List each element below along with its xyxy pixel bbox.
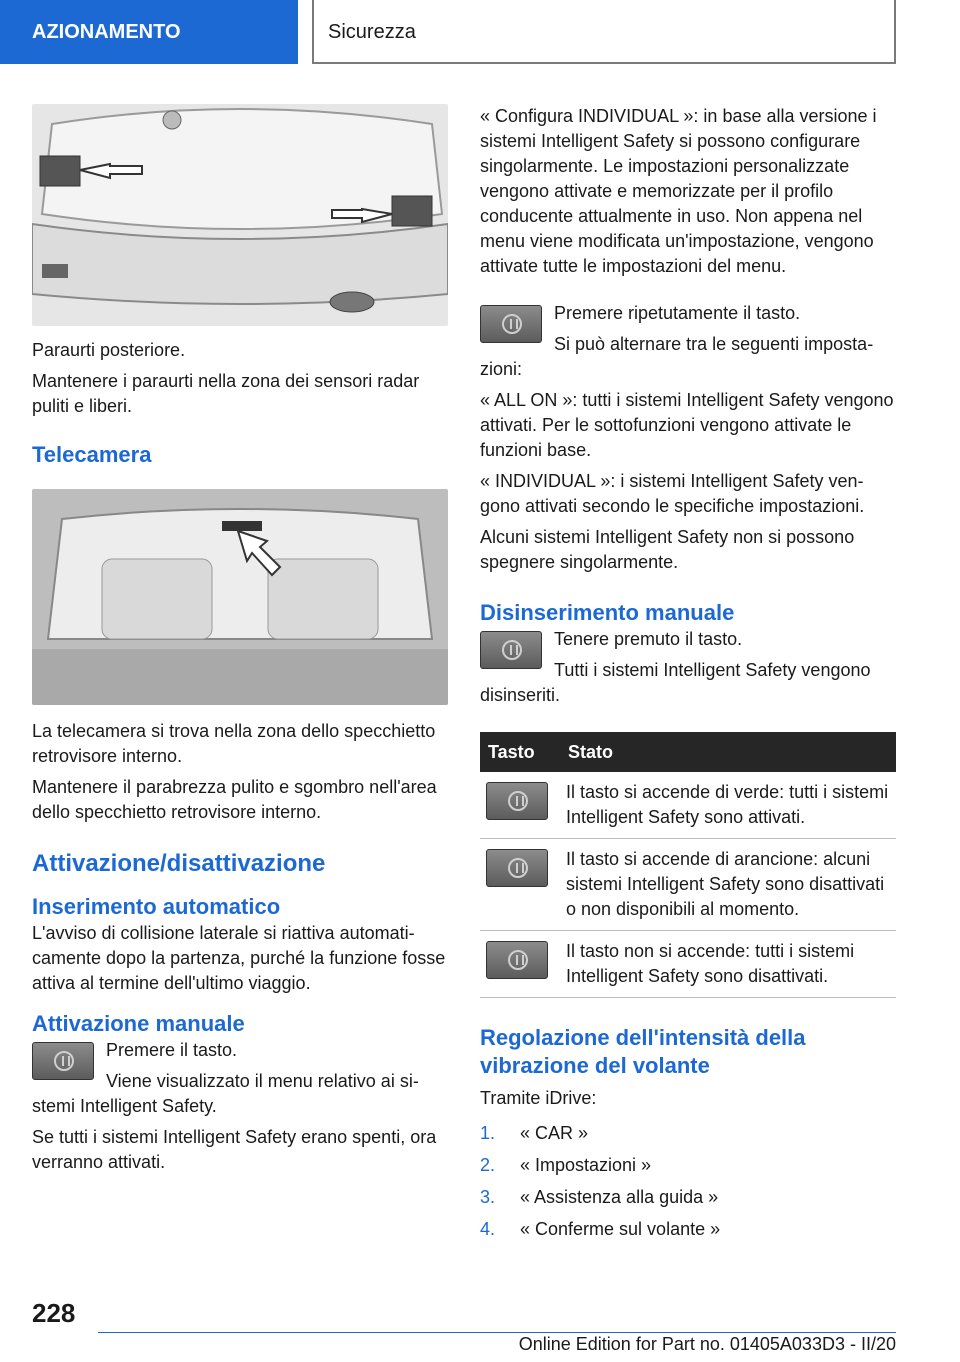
hold-result: Tutti i sistemi Intelligent Safety vengono disinseriti. bbox=[480, 660, 871, 705]
vibration-heading: Regolazione dell'intensità della vibrazione del volante bbox=[480, 1025, 806, 1078]
safety-button-icon bbox=[480, 305, 542, 343]
activation-heading: Attivazione/disattivazione bbox=[32, 850, 326, 877]
button-state-table bbox=[480, 732, 896, 998]
table-row bbox=[480, 772, 896, 839]
table-header-state: Stato bbox=[560, 732, 896, 772]
table-header-key: Tasto bbox=[480, 732, 560, 772]
camera-image bbox=[32, 489, 448, 705]
footer-divider bbox=[98, 1332, 896, 1333]
section-tab: AZIONAMENTO bbox=[0, 0, 298, 64]
bumper-caption: Paraurti posteriore. bbox=[32, 340, 186, 360]
hold-step: Tenere premuto il tasto. bbox=[554, 629, 743, 649]
individual-text: « INDIVIDUAL »: i sistemi Intelligent Safety vengono attivati secondo le specifiche impostazioni. bbox=[480, 471, 865, 516]
safety-button-icon bbox=[32, 1042, 94, 1080]
list-item: 1. « CAR » bbox=[480, 1123, 589, 1143]
manual-heading: Attivazione manuale bbox=[32, 1011, 245, 1036]
repeat-info: Si può alternare tra le seguenti impostazioni: bbox=[480, 334, 874, 379]
manual-note: Se tutti i sistemi Intelligent Safety erano spenti, ora verranno attivati. bbox=[32, 1127, 437, 1172]
manual-step: Premere il tasto. bbox=[106, 1040, 238, 1060]
cannot-off-text: Alcuni sistemi Intelligent Safety non si possono spegnere singolarmente. bbox=[480, 527, 855, 572]
auto-text: L'avviso di collisione laterale si riattiva automaticamente dopo la partenza, purché la funzione fosse attiva al termine dell'ultimo viaggio. bbox=[32, 923, 446, 993]
list-item: 2. « Impostazioni » bbox=[480, 1155, 652, 1175]
list-item: 3. « Assistenza alla guida » bbox=[480, 1187, 719, 1207]
camera-heading: Telecamera bbox=[32, 442, 152, 467]
footer-edition: Online Edition for Part no. 01405A033D3 - II/20 bbox=[518, 1334, 896, 1354]
all-on-text: « ALL ON »: tutti i sistemi Intelligent Safety vengono attivati. Per le sottofunzioni vengono attivate le funzioni base. bbox=[480, 390, 894, 460]
table-row bbox=[480, 839, 896, 931]
left-column bbox=[32, 104, 448, 1181]
camera-text-2: Mantenere il parabrezza pulito e sgombro nell'area dello specchietto retrovisore interno. bbox=[32, 777, 437, 822]
subsection-title: Sicurezza bbox=[312, 0, 896, 64]
table-cell-state: Il tasto non si accende: tutti i sistemi Intelligent Safety sono disattivati. bbox=[560, 931, 896, 998]
rear-bumper-image bbox=[32, 104, 448, 326]
button-green-icon bbox=[486, 782, 548, 820]
steps-list bbox=[480, 1121, 896, 1242]
list-item: 4. « Conferme sul volante » bbox=[480, 1219, 721, 1239]
right-column bbox=[480, 104, 896, 1249]
camera-text-1: La telecamera si trova nella zona dello specchietto retrovisore interno. bbox=[32, 721, 436, 766]
safety-button-icon bbox=[480, 631, 542, 669]
page-number: 228 bbox=[32, 1298, 76, 1328]
table-row bbox=[480, 931, 896, 998]
button-orange-icon bbox=[486, 849, 548, 887]
button-off-icon bbox=[486, 941, 548, 979]
bumper-text: Mantenere i paraurti nella zona dei sensori radar puliti e liberi. bbox=[32, 371, 420, 416]
repeat-step: Premere ripetutamente il tasto. bbox=[554, 303, 801, 323]
idrive-text: Tramite iDrive: bbox=[480, 1088, 597, 1108]
table-cell-state: Il tasto si accende di arancione: alcuni sistemi Intelligent Safety sono disattivati o non disponibili al momento. bbox=[560, 839, 896, 931]
configure-text: « Configura INDIVIDUAL »: in base alla versione i sistemi Intelligent Safety si possono configurare singolarmente. Le impostazioni personalizzate vengono attivate e memorizzate per il profilo conducente attualmente in uso. Non appena nel menu viene modificata un'impostazione, vengono attivate tutte le impostazioni del menu. bbox=[480, 106, 877, 276]
auto-heading: Inserimento automatico bbox=[32, 894, 281, 919]
manual-menu-text: Viene visualizzato il menu relativo ai sistemi Intelligent Safety. bbox=[32, 1071, 419, 1116]
table-cell-state: Il tasto si accende di verde: tutti i sistemi Intelligent Safety sono attivati. bbox=[560, 772, 896, 839]
deactivation-heading: Disinserimento manuale bbox=[480, 600, 735, 625]
